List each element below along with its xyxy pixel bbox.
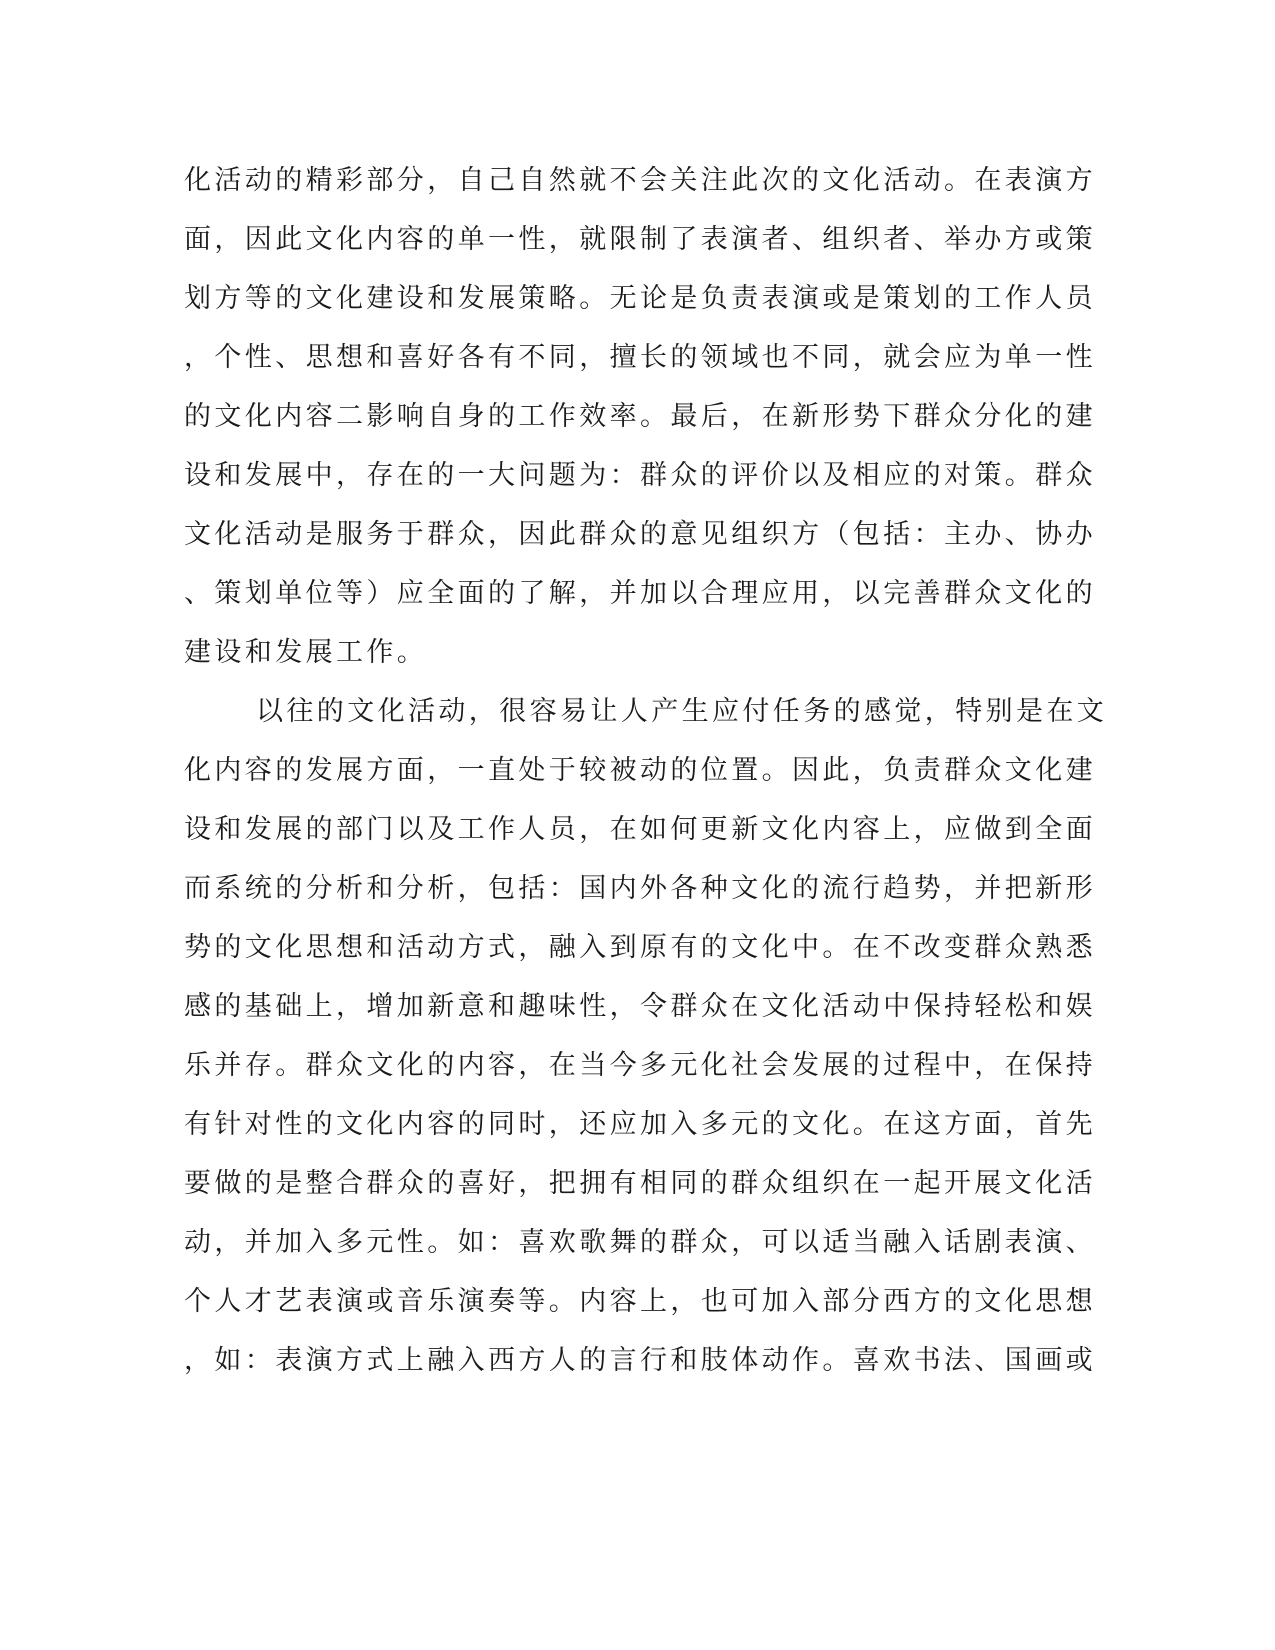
text-line: 建设和发展工作。: [184, 637, 428, 668]
text-line: 面，因此文化内容的单一性，就限制了表演者、组织者、举办方或策: [184, 224, 1096, 255]
text-line: 设和发展的部门以及工作人员，在如何更新文化内容上，应做到全面: [184, 814, 1096, 845]
text-line: 要做的是整合群众的喜好，把拥有相同的群众组织在一起开展文化活: [184, 1168, 1096, 1199]
text-line: 有针对性的文化内容的同时，还应加入多元的文化。在这方面，首先: [184, 1109, 1096, 1140]
text-line: 设和发展中，存在的一大问题为：群众的评价以及相应的对策。群众: [184, 460, 1096, 491]
text-line: 化内容的发展方面，一直处于较被动的位置。因此，负责群众文化建: [184, 755, 1096, 786]
text-line: 划方等的文化建设和发展策略。无论是负责表演或是策划的工作人员: [184, 283, 1096, 314]
text-line: 感的基础上，增加新意和趣味性，令群众在文化活动中保持轻松和娱: [184, 991, 1096, 1022]
text-line: ，如：表演方式上融入西方人的言行和肢体动作。喜欢书法、国画或: [184, 1345, 1096, 1376]
text-line: 的文化内容二影响自身的工作效率。最后，在新形势下群众分化的建: [184, 401, 1096, 432]
text-line: 化活动的精彩部分，自己自然就不会关注此次的文化活动。在表演方: [184, 165, 1096, 196]
text-line: ，个性、思想和喜好各有不同，擅长的领域也不同，就会应为单一性: [184, 342, 1096, 373]
text-line: 个人才艺表演或音乐演奏等。内容上，也可加入部分西方的文化思想: [184, 1286, 1096, 1317]
text-line: 、策划单位等）应全面的了解，并加以合理应用，以完善群众文化的: [184, 578, 1096, 609]
text-line: 动，并加入多元性。如：喜欢歌舞的群众，可以适当融入话剧表演、: [184, 1227, 1096, 1258]
text-line: 而系统的分析和分析，包括：国内外各种文化的流行趋势，并把新形: [184, 873, 1096, 904]
text-line: 乐并存。群众文化的内容，在当今多元化社会发展的过程中，在保持: [184, 1050, 1096, 1081]
text-line: 文化活动是服务于群众，因此群众的意见组织方（包括：主办、协办: [184, 519, 1096, 550]
text-line: 势的文化思想和活动方式，融入到原有的文化中。在不改变群众熟悉: [184, 932, 1096, 963]
paragraph-first-line: 以往的文化活动，很容易让人产生应付任务的感觉，特别是在文: [256, 696, 1108, 727]
